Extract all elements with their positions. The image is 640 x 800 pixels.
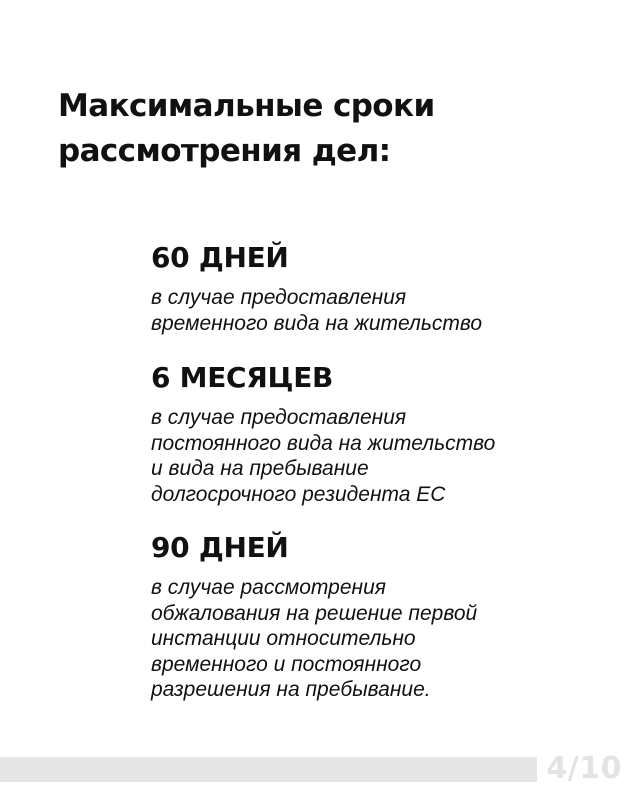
slide-progress-bar: [0, 757, 537, 782]
page-title-line-1: Максимальные сроки: [58, 88, 435, 124]
deadline-description: [151, 575, 477, 703]
page-title: [58, 84, 578, 174]
page-indicator: 4/10: [546, 751, 622, 786]
deadline-description-line: в случае предоставления: [151, 406, 407, 429]
deadline-entry-6-months: [151, 360, 495, 507]
deadline-description-line: разрешения на пребывание.: [151, 678, 431, 701]
deadline-description-line: обжалования на решение первой: [151, 601, 478, 625]
deadline-description: [151, 285, 482, 336]
deadline-entry-60-days: [151, 240, 482, 336]
page-title-line-2: рассмотрения дел:: [58, 133, 391, 169]
deadline-description: [151, 405, 495, 507]
deadline-description-line: временного и постоянного: [151, 652, 422, 676]
deadline-description-line: долгосрочного резидента ЕС: [151, 482, 446, 506]
deadline-heading: 6 МЕСЯЦЕВ: [151, 361, 334, 394]
deadline-heading: 90 ДНЕЙ: [151, 531, 289, 564]
deadline-entry-90-days: [151, 530, 477, 703]
deadline-description-line: постоянного вида на жительство: [151, 431, 496, 455]
deadline-description-line: и вида на пребывание: [151, 457, 369, 480]
deadline-description-line: в случае рассмотрения: [151, 576, 386, 599]
deadline-description-line: инстанции относительно: [151, 627, 416, 650]
deadline-heading: 60 ДНЕЙ: [151, 241, 289, 274]
deadline-description-line: временного вида на жительство: [151, 311, 483, 335]
deadline-description-line: в случае предоставления: [151, 286, 407, 309]
